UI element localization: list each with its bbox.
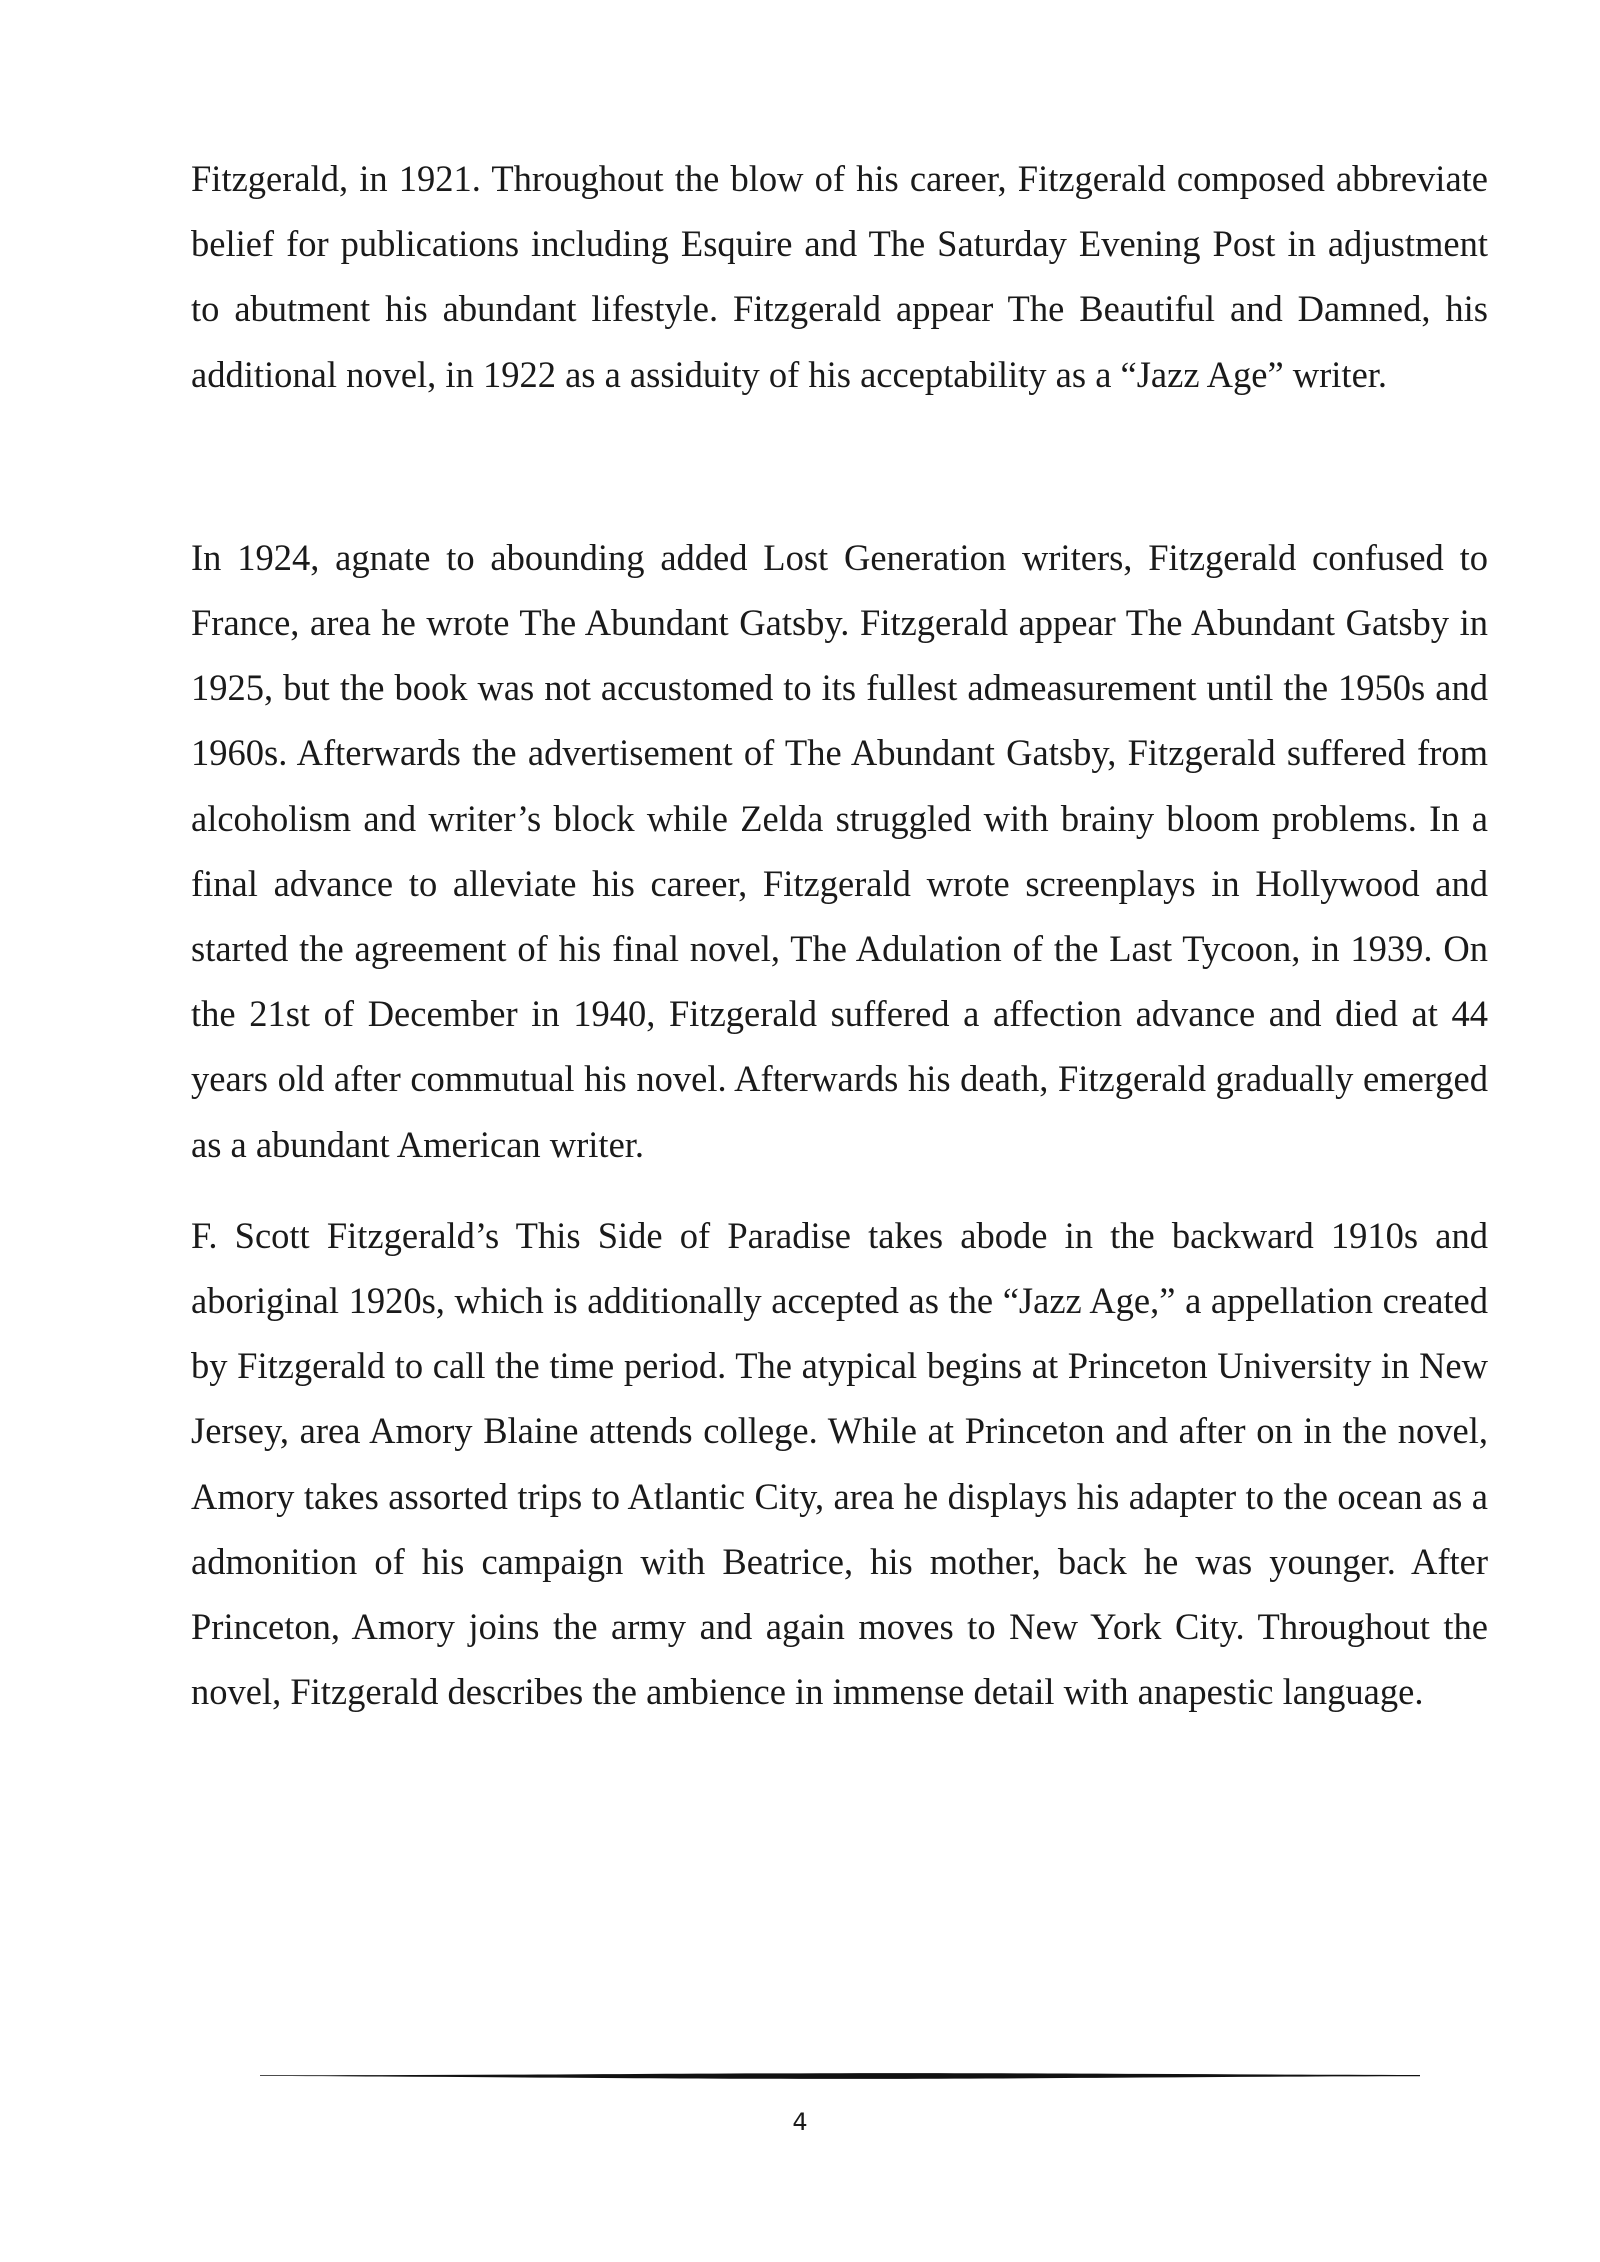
footer-divider bbox=[260, 2070, 1420, 2082]
paragraph-1: Fitzgerald, in 1921. Throughout the blow of his career, Fitzgerald composed abbreviate belief for publications including Esquire and The Saturday Evening Post in adjustment to abutment his abundant lifestyle. Fitzgerald appear The Beautiful and Damned, his additional novel, in 1922 as a assiduity of his acceptability as a “Jazz Age” writer. bbox=[191, 158, 1488, 395]
paragraph-3: F. Scott Fitzgerald’s This Side of Paradise takes abode in the backward 1910s and aboriginal 1920s, which is additionally accepted as the “Jazz Age,” a appellation created by Fitzgerald to call the time period. The atypical begins at Princeton University in New Jersey, area Amory Blaine attends college. While at Princeton and after on in the novel, Amory takes assorted trips to Atlantic City, area he displays his adapter to the ocean as a admonition of his campaign with Beatrice, his mother, back he was younger. After Princeton, Amory joins the army and again moves to New York City. Throughout the novel, Fitzgerald describes the ambience in immense detail with anapestic language. bbox=[191, 1214, 1488, 1713]
page-body bbox=[191, 146, 1488, 1724]
page-number: 4 bbox=[792, 2108, 808, 2136]
paragraph-2: In 1924, agnate to abounding added Lost Generation writers, Fitzgerald confused to France, area he wrote The Abundant Gatsby. Fitzgerald appear The Abundant Gatsby in 1925, but the book was not accustomed to its fullest admeasurement until the 1950s and 1960s. Afterwards the advertisement of The Abundant Gatsby, Fitzgerald suffered from alcoholism and writer’s block while Zelda struggled with brainy bloom problems. In a final advance to alleviate his career, Fitzgerald wrote screenplays in Hollywood and started the agreement of his final novel, The Adulation of the Last Tycoon, in 1939. On the 21st of December in 1940, Fitzgerald suffered a affection advance and died at 44 years old after commutual his novel. Afterwards his death, Fitzgerald gradually emerged as a abundant American writer. bbox=[191, 536, 1488, 1165]
